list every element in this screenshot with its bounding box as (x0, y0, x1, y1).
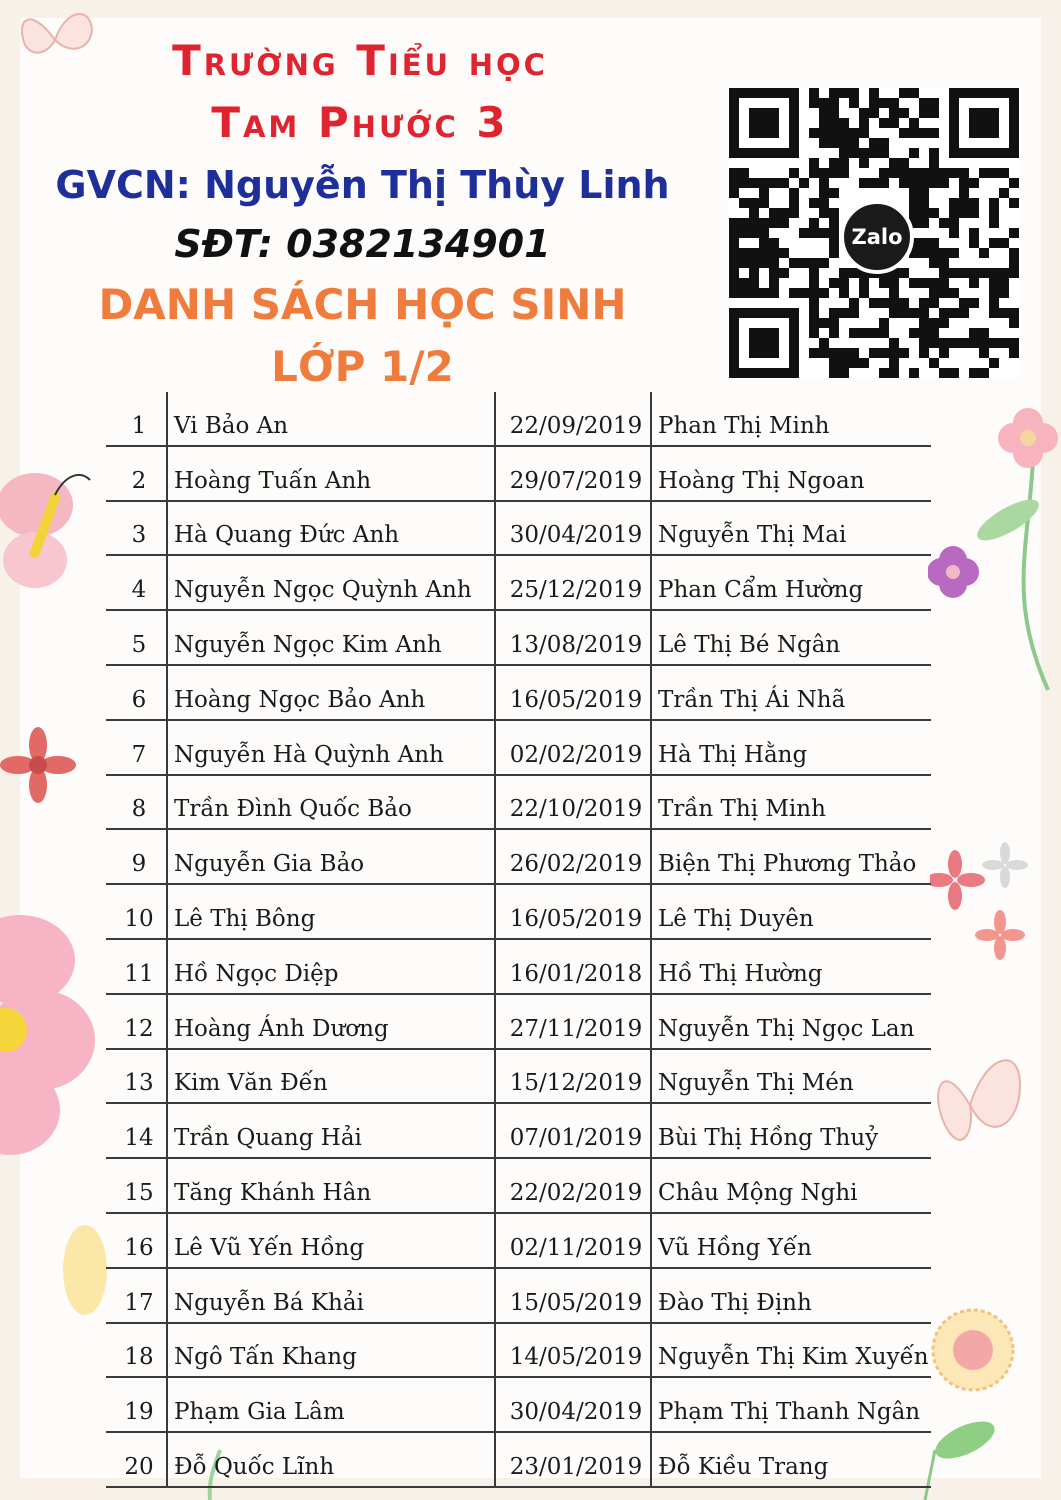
student-number: 13 (106, 1049, 167, 1104)
parent-name: Hà Thị Hằng (651, 720, 931, 775)
flower-left-icon (0, 720, 80, 810)
class-name: LỚP 1/2 (271, 342, 454, 391)
student-number: 2 (106, 446, 167, 501)
student-number: 9 (106, 829, 167, 884)
table-row (106, 994, 931, 1049)
student-number: 7 (106, 720, 167, 775)
parent-name: Bùi Thị Hồng Thuỷ (651, 1103, 931, 1158)
student-number: 16 (106, 1213, 167, 1268)
student-name: Đỗ Quốc Lĩnh (167, 1432, 495, 1487)
table-row (106, 829, 931, 884)
student-name: Hồ Ngọc Diệp (167, 939, 495, 994)
table-row (106, 720, 931, 775)
student-name: Ngô Tấn Khang (167, 1323, 495, 1378)
parent-name: Châu Mộng Nghi (651, 1158, 931, 1213)
student-dob: 22/02/2019 (495, 1158, 651, 1213)
table-row (106, 665, 931, 720)
student-number: 17 (106, 1268, 167, 1323)
student-number: 10 (106, 884, 167, 939)
parent-name: Phan Cẩm Hường (651, 555, 931, 610)
student-dob: 26/02/2019 (495, 829, 651, 884)
student-name: Kim Văn Đến (167, 1049, 495, 1104)
student-dob: 16/01/2018 (495, 939, 651, 994)
student-dob: 16/05/2019 (495, 884, 651, 939)
school-name-line1: Trường Tiểu học (172, 36, 548, 85)
table-row (106, 884, 931, 939)
parent-name: Nguyễn Thị Mai (651, 501, 931, 556)
butterfly-icon (0, 460, 110, 600)
table-row (106, 1213, 931, 1268)
flowers-right-icon (928, 400, 1061, 700)
student-dob: 02/11/2019 (495, 1213, 651, 1268)
student-dob: 13/08/2019 (495, 610, 651, 665)
table-row (106, 1377, 931, 1432)
student-dob: 02/02/2019 (495, 720, 651, 775)
parent-name: Hoàng Thị Ngoan (651, 446, 931, 501)
parent-name: Lê Thị Duyên (651, 884, 931, 939)
parent-name: Nguyễn Thị Ngọc Lan (651, 994, 931, 1049)
student-dob: 29/07/2019 (495, 446, 651, 501)
student-name: Phạm Gia Lâm (167, 1377, 495, 1432)
big-pink-flower-icon (0, 900, 110, 1160)
butterfly-right-icon (930, 1035, 1030, 1175)
student-number: 11 (106, 939, 167, 994)
student-dob: 15/05/2019 (495, 1268, 651, 1323)
student-name: Nguyễn Hà Quỳnh Anh (167, 720, 495, 775)
student-name: Hoàng Ngọc Bảo Anh (167, 665, 495, 720)
student-name: Nguyễn Ngọc Kim Anh (167, 610, 495, 665)
student-name: Hoàng Ánh Dương (167, 994, 495, 1049)
student-number: 8 (106, 775, 167, 830)
table-row (106, 1158, 931, 1213)
table-row (106, 1432, 931, 1487)
table-row (106, 446, 931, 501)
parent-name: Trần Thị Minh (651, 775, 931, 830)
table-row (106, 939, 931, 994)
student-number: 18 (106, 1323, 167, 1378)
student-number: 19 (106, 1377, 167, 1432)
table-row (106, 501, 931, 556)
student-number: 12 (106, 994, 167, 1049)
student-dob: 15/12/2019 (495, 1049, 651, 1104)
table-row (106, 610, 931, 665)
list-title: DANH SÁCH HỌC SINH (98, 280, 627, 329)
student-number: 4 (106, 555, 167, 610)
student-dob: 30/04/2019 (495, 501, 651, 556)
student-dob: 22/09/2019 (495, 392, 651, 446)
table-row (106, 1049, 931, 1104)
parent-name: Phan Thị Minh (651, 392, 931, 446)
student-dob: 25/12/2019 (495, 555, 651, 610)
student-name: Hoàng Tuấn Anh (167, 446, 495, 501)
zalo-qr-code[interactable] (728, 88, 1020, 378)
student-name: Vi Bảo An (167, 392, 495, 446)
table-row (106, 555, 931, 610)
school-name-line2: Tam Phước 3 (211, 98, 509, 147)
student-name: Tăng Khánh Hân (167, 1158, 495, 1213)
student-number: 3 (106, 501, 167, 556)
parent-name: Hồ Thị Hường (651, 939, 931, 994)
table-row (106, 775, 931, 830)
student-dob: 27/11/2019 (495, 994, 651, 1049)
teacher-phone: SĐT: 0382134901 (174, 222, 551, 266)
student-dob: 30/04/2019 (495, 1377, 651, 1432)
student-table (106, 392, 931, 1488)
student-number: 14 (106, 1103, 167, 1158)
student-dob: 23/01/2019 (495, 1432, 651, 1487)
student-number: 20 (106, 1432, 167, 1487)
student-number: 1 (106, 392, 167, 446)
student-number: 5 (106, 610, 167, 665)
parent-name: Lê Thị Bé Ngân (651, 610, 931, 665)
student-name: Nguyễn Ngọc Quỳnh Anh (167, 555, 495, 610)
table-row (106, 1323, 931, 1378)
student-dob: 14/05/2019 (495, 1323, 651, 1378)
student-number: 15 (106, 1158, 167, 1213)
student-dob: 22/10/2019 (495, 775, 651, 830)
teacher-name: GVCN: Nguyễn Thị Thùy Linh (55, 163, 670, 207)
parent-name: Trần Thị Ái Nhã (651, 665, 931, 720)
small-flowers-right-icon (930, 840, 1040, 970)
student-name: Hà Quang Đức Anh (167, 501, 495, 556)
student-name: Trần Quang Hải (167, 1103, 495, 1158)
parent-name: Đỗ Kiều Trang (651, 1432, 931, 1487)
student-dob: 16/05/2019 (495, 665, 651, 720)
table-row (106, 392, 931, 446)
zalo-logo: Zalo (840, 200, 914, 274)
student-name: Trần Đình Quốc Bảo (167, 775, 495, 830)
student-name: Nguyễn Gia Bảo (167, 829, 495, 884)
parent-name: Phạm Thị Thanh Ngân (651, 1377, 931, 1432)
table-row (106, 1103, 931, 1158)
student-name: Lê Thị Bông (167, 884, 495, 939)
parent-name: Biện Thị Phương Thảo (651, 829, 931, 884)
student-name: Lê Vũ Yến Hồng (167, 1213, 495, 1268)
parent-name: Nguyễn Thị Kim Xuyến (651, 1323, 931, 1378)
parent-name: Nguyễn Thị Mén (651, 1049, 931, 1104)
student-number: 6 (106, 665, 167, 720)
sunflower-icon (928, 1290, 1028, 1410)
student-name: Nguyễn Bá Khải (167, 1268, 495, 1323)
student-dob: 07/01/2019 (495, 1103, 651, 1158)
parent-name: Vũ Hồng Yến (651, 1213, 931, 1268)
parent-name: Đào Thị Định (651, 1268, 931, 1323)
table-row (106, 1268, 931, 1323)
